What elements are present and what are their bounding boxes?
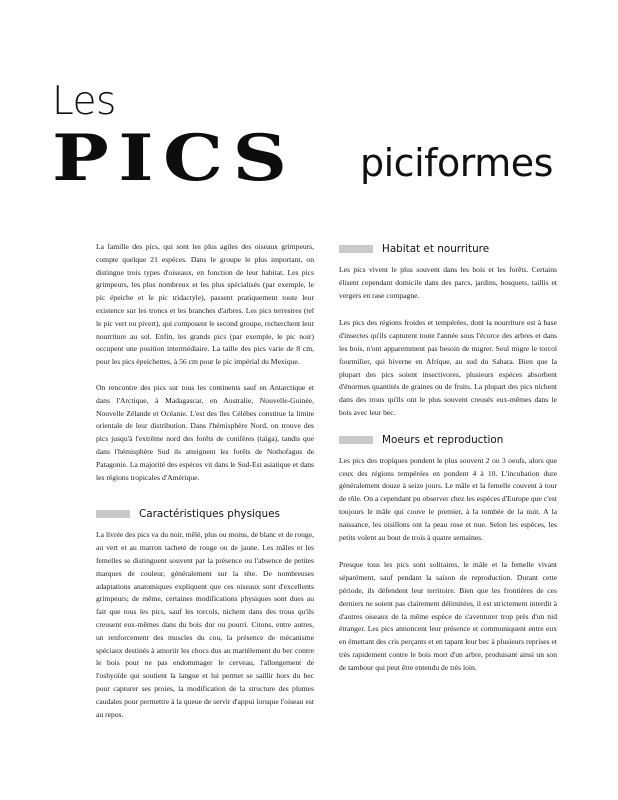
left-column: [96, 241, 314, 721]
title-piciformes: piciformes: [360, 141, 553, 185]
title-pics: PICS: [52, 121, 297, 196]
habitat-paragraph: Les pics vivent le plus souvent dans les bois et les forêts. Certains élisent cependant domicile dans des parcs, jardins, bosquets, taillis et vergers en rase compagne.: [339, 265, 557, 300]
behaviour-paragraph: Presque tous les pics sont solitaires, le mâle et la femelle vivant séparément, sauf pendant la saison de reproduction. Durant cette période, ils défendent leur territoire. Bien que les frontières de ces derniers ne soient pas clairement délimitées, il est strictement interdit à d'autres oiseaux de la même espèce de s'aventurer trop près d'un nid étranger. Les pics annoncent leur présence et communiquent entre eux en émettant des cris perçants et en tapant leur bec à plusieurs reprises et très rapidement contre le bois mort d'un arbre, produisant ainsi un son de tambour qui peut être entendu de très loin.: [339, 560, 557, 672]
section-marker: [339, 436, 373, 444]
physical-paragraph: La livrée des pics va du noir, mêlé, plus ou moins, de blanc et de rouge, au vert et au marron tacheté de rouge ou de jaune. Les mâles et les femelles se distinguent souvent par la présence ou l'absence de petites marques de couleur, généralement sur la tête. De nombreuses adaptations anatomiques expliquent que ces oiseaux sont d'excellents grimpeurs; de même, certaines modifications physiques sont dues au fait que tous les pics, sauf les torcols, nichent dans des trous qu'ils creusent eux-mêmes dans du bois dur ou pourri. Citons, entre autres, un renforcement des muscles du cou, la présence de mécanisme spéciaux destinés à amortir les chocs dus au martèlement du bec contre le bois pour ne pas endommager le cerveau, l'allongement de l'oshyoïde qui soutient la langue et lui permet se saillir hors du bec pour capturer ses proies, la modification de la structure des plumes caudales pour permettre à la queue de servir d'appui lorsque l'oiseau est au repos.: [96, 530, 314, 719]
section-heading-reproduction: [339, 432, 557, 448]
section-title: Caractéristiques physiques: [139, 508, 280, 521]
distribution-paragraph: On rencontre des pics sur tous les continents sauf en Antarctique et dans l'Arctique, à Madagascar, en Australie, Nouvelle-Guinée, Nouvelle Zélande et Océanie. L'est des îles Célèbes constitue la limite orientale de leur distribution. Dans l'hémisphère Nord, on trouve des pics jusqu'à l'extrême nord des forêts de conifères (taïga), tandis que dans l'hémisphère Sud ils atteignent les forêts de Nothofagus de Patagonie. La majorité des espèces vit dans le Sud-Est asiatique et dans les régions tropicales d'Amérique.: [96, 382, 314, 482]
section-heading-physical: [96, 506, 314, 522]
section-title: Moeurs et reproduction: [382, 433, 504, 446]
reproduction-paragraph: Les pics des tropiques pondent le plus souvent 2 ou 3 oeufs, alors que ceux des régions tempérées en pondent 4 à 10. L'incubation dure généralement douze à seize jours. Le mâle et la femelle couvent à tour de rôle. On a cependant pu observer chez les espèces d'Europe que c'est toujours le mâle qui couve le premier, à la tombée de la nuit. A la naissance, les oisillons ont la peau rose et nue. Selon les espèces, les petits volent au bout de trois à quatre semaines.: [339, 455, 557, 542]
section-title: Habitat et nourriture: [382, 243, 490, 255]
intro-paragraph: La famille des pics, qui sont les plus agiles des oiseaux grimpeurs, compte quelque 21 espèces. Dans le groupe le plus important, on distingue trois types d'oiseaux, en fonction de leur habitat. Les pics grimpeurs, les plus nombreux et les plus spécialisés (par exemple, le pic épeiche et le pic tridactyle), passent pratiquement toute leur existence sur les troncs et les branches d'arbres. Les pics terrestres (tel le pic vert ou pivert), qui composent le second groupe, recherchent leur nourriture au sol. Enfin, les grands pics (par exemple, le pic noir) occupent une position intermédiaire. La taille des pics varie de 8 cm, pour les pics épeichettes, à 56 cm pour le pic impérial du Mexique.: [96, 242, 314, 367]
section-heading-habitat: [339, 241, 557, 257]
title-les: Les: [52, 79, 116, 124]
section-marker: [96, 510, 130, 518]
section-marker: [339, 245, 373, 253]
right-column: [339, 241, 557, 675]
food-paragraph: Les pics des régions froides et tempérées, dont la nourriture est à base d'insectes qu'ils capturent toute l'année sous l'écorce des arbres et dans les bois, n'ont apparemment pas besoin de migrer. Seul migre le torcol fourmilier, qui hiverne en Afrique, au sud du Sahara. Bien que la plupart des pics soient insectivores, plusieurs espèces absorbent d'énormes quantités de graines ou de fruits. La plupart des pics nichent dans des trous qu'ils ont le plus souvent creusés eux-mêmes dans le bois avec leur bec.: [339, 318, 557, 417]
